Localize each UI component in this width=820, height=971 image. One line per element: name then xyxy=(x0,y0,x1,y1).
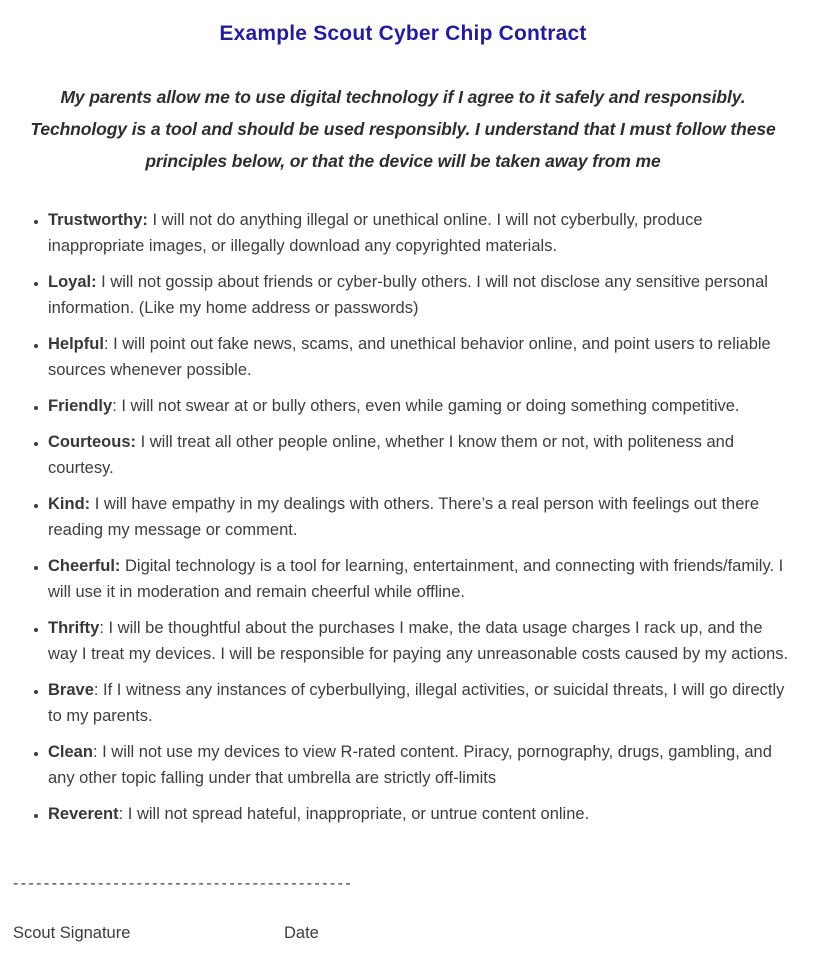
principle-text: : If I witness any instances of cyberbullying, illegal activities, or suicidal threats, I will go directly to my parents. xyxy=(48,681,785,725)
list-item xyxy=(48,331,793,383)
principle-term: Cheerful: xyxy=(48,557,121,575)
page-title: Example Scout Cyber Chip Contract xyxy=(219,22,587,45)
list-item xyxy=(48,393,793,419)
date-label: Date xyxy=(284,924,319,942)
list-item xyxy=(48,207,793,259)
list-item xyxy=(48,801,793,827)
principle-text: I will not do anything illegal or unethical online. I will not cyberbully, produce inappropriate images, or illegally download any copyrighted materials. xyxy=(48,211,703,255)
principle-text: Digital technology is a tool for learning, entertainment, and connecting with friends/family. I will use it in moderation and remain cheerful while offline. xyxy=(48,557,784,601)
signature-row xyxy=(13,924,793,943)
list-item xyxy=(48,491,793,543)
list-item xyxy=(48,553,793,605)
principles-list xyxy=(13,207,793,827)
principle-text: : I will be thoughtful about the purchases I make, the data usage charges I rack up, and the way I treat my devices. I will be responsible for paying any unreasonable costs caused by my actions. xyxy=(48,619,789,663)
list-item xyxy=(48,429,793,481)
principle-text: I will have empathy in my dealings with others. There’s a real person with feelings out there reading my message or comment. xyxy=(48,495,760,539)
scout-signature-label: Scout Signature xyxy=(13,924,131,942)
principle-text: I will treat all other people online, whether I know them or not, with politeness and courtesy. xyxy=(48,433,734,477)
intro-paragraph: My parents allow me to use digital technology if I agree to it safely and responsibly. Technology is a tool and should be used responsibly. I understand that I must follow these principles below, or that the device will be taken away from me xyxy=(30,87,776,171)
principle-term: Trustworthy: xyxy=(48,211,148,229)
principle-term: Helpful xyxy=(48,335,104,353)
principle-text: I will not gossip about friends or cyber-bully others. I will not disclose any sensitive personal information. (Like my home address or passwords) xyxy=(48,273,768,317)
list-item xyxy=(48,269,793,321)
principle-term: Courteous: xyxy=(48,433,136,451)
principle-term: Friendly xyxy=(48,397,113,415)
principle-text: : I will point out fake news, scams, and unethical behavior online, and point users to reliable sources whenever possible. xyxy=(48,335,771,379)
principle-text: : I will not spread hateful, inappropriate, or untrue content online. xyxy=(118,805,590,823)
list-item xyxy=(48,739,793,791)
principle-term: Thrifty xyxy=(48,619,100,637)
signature-divider: -------------------------------------------- xyxy=(13,875,354,892)
list-item xyxy=(48,615,793,667)
principle-text: : I will not use my devices to view R-rated content. Piracy, pornography, drugs, gambling, and any other topic falling under that umbrella are strictly off-limits xyxy=(48,743,772,787)
principle-term: Clean xyxy=(48,743,93,761)
principle-term: Kind: xyxy=(48,495,91,513)
principle-term: Reverent xyxy=(48,805,119,823)
list-item xyxy=(48,677,793,729)
principle-term: Loyal: xyxy=(48,273,97,291)
principle-term: Brave xyxy=(48,681,94,699)
principle-text: : I will not swear at or bully others, even while gaming or doing something competitive. xyxy=(112,397,740,415)
